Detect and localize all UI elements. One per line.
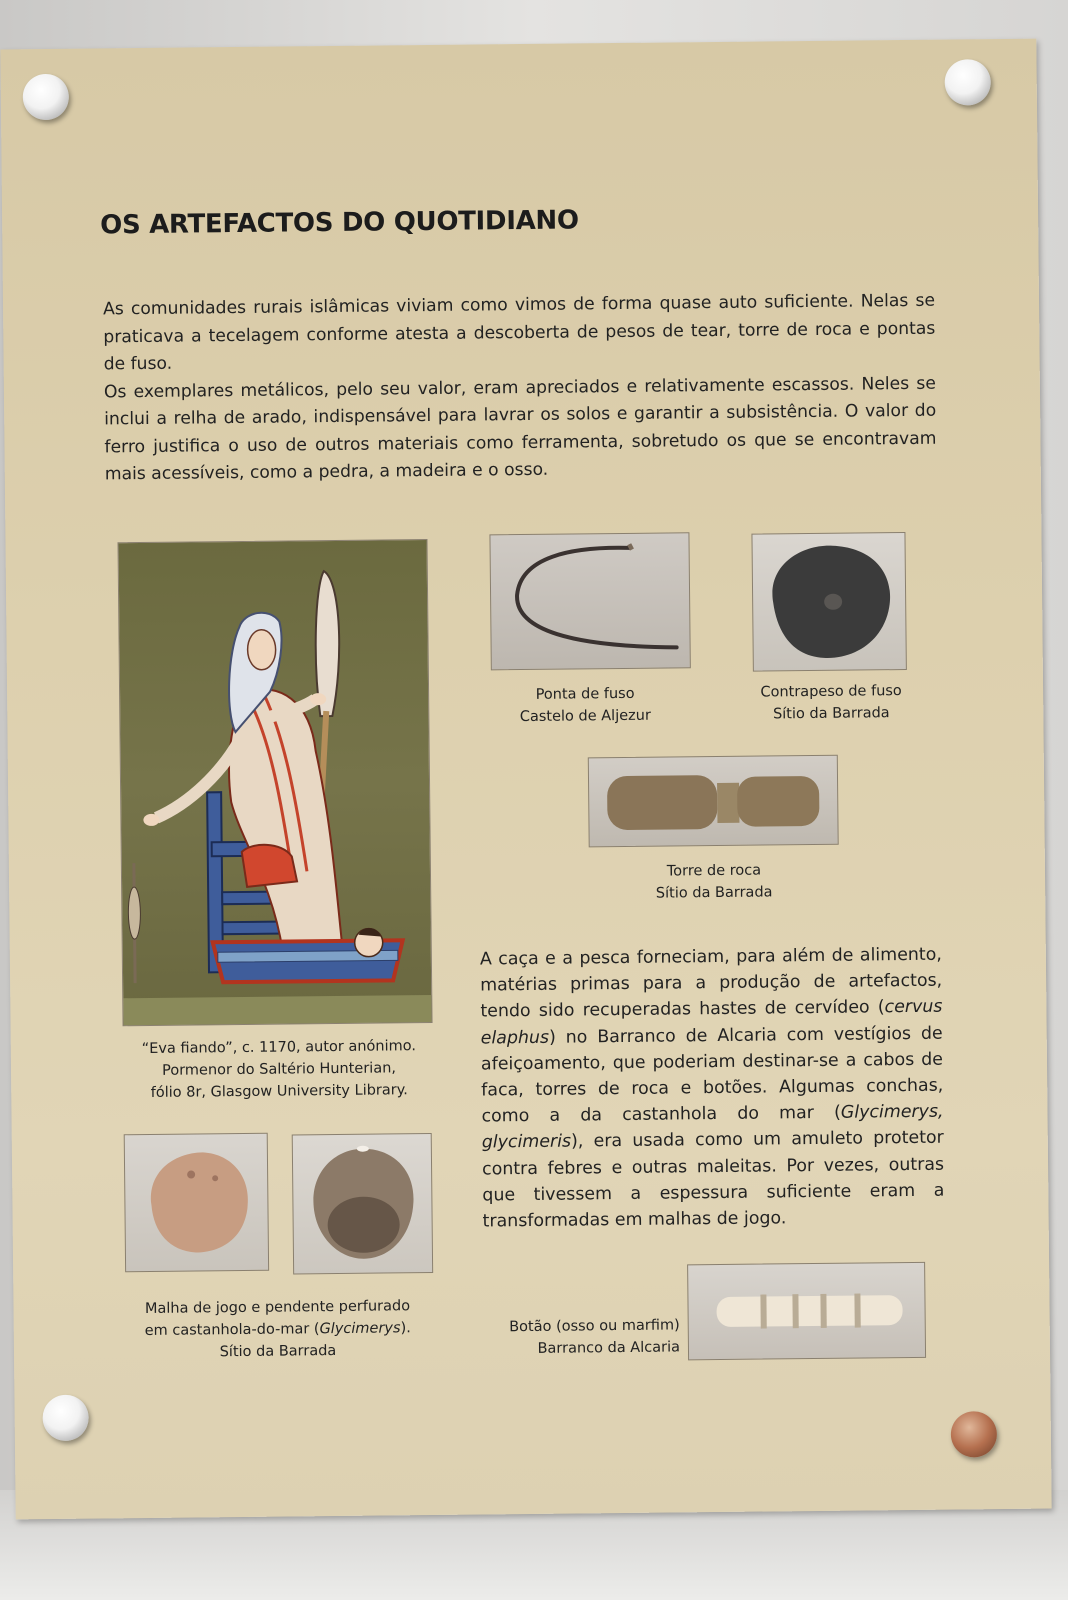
caption-text: ).: [400, 1320, 411, 1337]
torre-de-roca-photo: [588, 755, 839, 848]
eva-caption: [115, 1035, 444, 1104]
caption-italic: Glycimerys: [319, 1320, 401, 1338]
caption-line: “Eva fiando”, c. 1170, autor anónimo.: [141, 1038, 417, 1058]
caption-line: Botão (osso ou marfim): [509, 1317, 680, 1336]
body-text: ), era usada como um amuleto protetor contra febres e outras maleitas. Por vezes, outras que tivessem a espessura suficiente eram a transformadas em malhas de jogo.: [481, 1128, 945, 1232]
ponta-de-fuso-photo: [489, 532, 690, 670]
caption-text: em castanhola-do-mar (: [144, 1321, 320, 1340]
caption-line: Contrapeso de fuso: [760, 683, 902, 701]
body-italic: cervus elaphus: [480, 997, 943, 1049]
caption-line: fólio 8r, Glasgow University Library.: [150, 1082, 408, 1101]
caption-line: Sítio da Barrada: [219, 1343, 337, 1361]
body-italic: Glycimerys, glycimeris: [481, 1101, 944, 1153]
mounting-pin-bottom-right: [951, 1411, 997, 1457]
botao-caption: [480, 1314, 680, 1360]
botao-photo: [687, 1262, 926, 1360]
body-text: A caça e a pesca forneciam, para além de alimento, matérias primas para a produção de artefactos, tendo sido recuperadas hastes de cervídeo (: [479, 944, 943, 1022]
mounting-pin-top-left: [23, 74, 69, 120]
caption-line: Ponta de fuso: [535, 685, 635, 703]
contrapeso-caption: [741, 680, 921, 726]
caption-line: [118, 1317, 438, 1342]
pendente-perfurado-photo: [292, 1133, 433, 1274]
panel-title: OS ARTEFACTOS DO QUOTIDIANO: [100, 205, 579, 241]
intro-text: [103, 288, 937, 489]
caption-line: Malha de jogo e pendente perfurado: [144, 1298, 411, 1318]
malha-de-jogo-photo: [124, 1133, 269, 1273]
caption-line: Pormenor do Saltério Hunterian,: [161, 1060, 397, 1079]
eva-fiando-illustration: [117, 539, 432, 1026]
caption-line: Castelo de Aljezur: [519, 707, 651, 726]
mounting-pin-bottom-left: [42, 1395, 88, 1441]
torre-de-roca-caption: [614, 859, 814, 905]
caption-line: Barranco da Alcaria: [537, 1339, 681, 1357]
caption-line: Sítio da Barrada: [655, 884, 773, 902]
contrapeso-de-fuso-photo: [751, 532, 906, 672]
body-paragraph: [480, 942, 945, 1235]
caption-line: Torre de roca: [666, 862, 762, 880]
caption-line: Sítio da Barrada: [772, 705, 890, 723]
intro-paragraph: As comunidades rurais islâmicas viviam como vimos de forma quase auto suficiente. Nelas se praticava a tecelagem conforme atesta a descoberta de pesos de tear, torre de roca e pontas de fuso.: [102, 290, 936, 375]
ponta-de-fuso-caption: [485, 682, 685, 728]
mounting-pin-top-right: [944, 59, 990, 105]
malha-caption: [117, 1295, 438, 1364]
intro-paragraph: Os exemplares metálicos, pelo seu valor, eram apreciados e relativamente escassos. Neles se inclui a relha de arado, indispensável para lavrar os solos e garantir a subsistência. O valor do ferro justifica o uso de outros materiais como ferramenta, sobretudo os que se encontravam mais acessíveis, como a pedra, a madeira e o osso.: [103, 373, 937, 485]
exhibition-panel: [0, 39, 1051, 1520]
body-text: ) no Barranco de Alcaria com vestígios de afeiçoamento, que poderiam destinar-se a cabos de faca, torres de roca e botões. Algumas conchas, como a da castanhola do mar (: [480, 1023, 944, 1127]
